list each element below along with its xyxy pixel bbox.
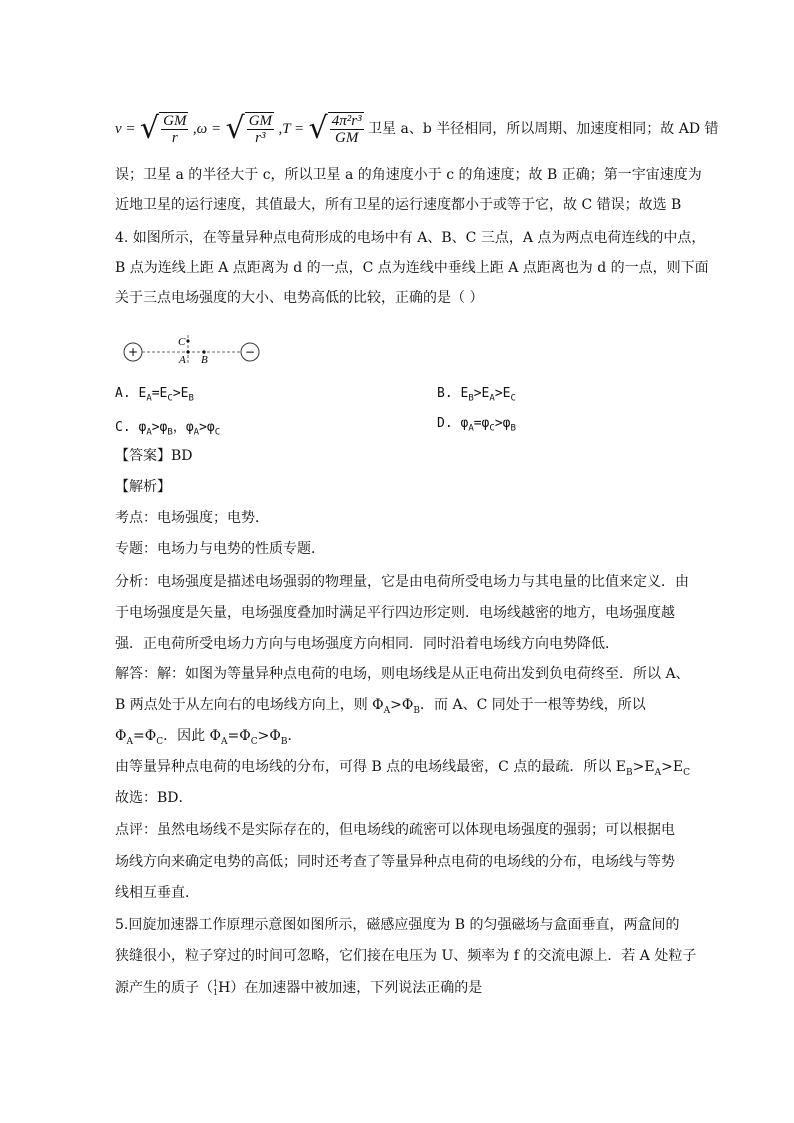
point-a: [186, 350, 189, 353]
text: >Φ: [257, 728, 281, 744]
analysis-point: 考点：电场强度；电势．: [115, 510, 269, 526]
sqrt-sign: √: [308, 111, 328, 146]
para1-line2: 近地卫星的运行速度，其值最大，所有卫星的运行速度都小于或等于它，故 C 错误；故选 B: [115, 197, 682, 213]
sub: A: [383, 705, 391, 716]
label-b: B: [201, 354, 208, 366]
t-lhs: ,T =: [278, 121, 305, 137]
text: >Φ: [390, 697, 414, 713]
option-d-text: D. φ: [437, 416, 469, 431]
solution-line: 解答：解：如图为等量异种点电荷的电场，则电场线是从正电荷出发到负电荷终至．所以 A、: [115, 666, 690, 682]
text: =Φ: [227, 728, 251, 744]
charge-diagram: [118, 335, 268, 379]
t-denominator: GM: [335, 130, 359, 146]
sub: A: [654, 767, 662, 778]
atomic-number: 1: [213, 988, 219, 997]
omega-lhs: ,ω =: [192, 121, 222, 137]
op: >φ: [151, 420, 168, 435]
v-numerator: GM: [163, 113, 187, 129]
text: =Φ: [132, 728, 157, 744]
text: 由等量异种点电荷的电场线的分布，可得 B 点的电场线最密，C 点的最疏．所以 E: [115, 759, 627, 775]
analysis-topic: 专题：电场力与电势的性质专题．: [115, 541, 325, 557]
text: B 两点处于从左向右的电场线方向上，则 Φ: [115, 697, 384, 713]
analysis-line: 于电场强度是矢量，电场强度叠加时满足平行四边形定则．电场线越密的地方，电场强度越: [115, 605, 675, 621]
sub: A: [126, 736, 133, 747]
solution-line-9: [115, 757, 690, 783]
sub: A: [146, 427, 152, 438]
op: >E: [473, 386, 490, 401]
text: >E: [632, 759, 655, 775]
label-a: A: [179, 354, 186, 366]
solution-line-7: [115, 695, 646, 721]
t-numerator: 4π²r³: [331, 113, 362, 129]
comment-line: 场线方向来确定电势的高低；同时还考查了等量异种点电荷的电场线的分布，电场线与等势: [115, 854, 675, 870]
sub: C: [510, 393, 516, 404]
op: =E: [151, 386, 168, 401]
q4-line2: B 点为连线上距 A 点距离为 d 的一点，C 点为连线中垂线上距 A 点距离也为 d 的一点，则下面: [115, 260, 709, 276]
label-c: C: [178, 336, 186, 348]
q5-line1: 5.回旋加速器工作原理示意图如图所示，磁感应强度为 B 的匀强磁场与盒面垂直，两盒间的: [115, 917, 680, 933]
op: >φ: [199, 420, 215, 435]
comment-line: 线相互垂直．: [115, 885, 199, 901]
text: ）在加速器中被加速，下列说法正确的是: [230, 980, 483, 996]
charge-diagram-svg: [118, 335, 268, 375]
text: ．而 A、C 同处于一根等势线，所以: [420, 697, 646, 713]
q4-line3: 关于三点电场强度的大小、电势高低的比较，正确的是（ ）: [115, 290, 484, 306]
text: Φ: [115, 728, 127, 744]
sub: C: [683, 767, 690, 778]
sub: C: [250, 736, 258, 747]
sub: B: [167, 427, 173, 438]
sub: C: [214, 427, 221, 438]
q4-line1: 4. 如图所示，在等量异种点电荷形成的电场中有 A、B、C 三点，A 点为两点电荷连线的中点，: [115, 230, 706, 246]
analysis-heading: 【解析】: [115, 479, 171, 495]
minus-sign: −: [244, 345, 256, 359]
para1-line1: 误；卫星 a 的半径大于 c，所以卫星 a 的角速度小于 c 的角速度；故 B 正确；第一宇宙速度为: [115, 167, 702, 183]
formula-tail: 卫星 a、b 半径相同，所以周期、加速度相同；故 AD 错: [368, 121, 719, 137]
option-b-text: B. E: [437, 386, 469, 401]
analysis-line: 分析：电场强度是描述电场强弱的物理量，它是由电荷所受电场力与其电量的比值来定义．由: [115, 574, 689, 590]
sub: A: [489, 393, 495, 404]
sqrt-sign: √: [139, 111, 160, 146]
q5-line2: 狭缝很小，粒子穿过的时间可忽略，它们接在电压为 U、频率为 f 的交流电源上．若 A 处粒子: [115, 948, 697, 964]
option-c[interactable]: [115, 416, 220, 438]
omega-numerator: GM: [248, 113, 273, 129]
option-b[interactable]: [437, 386, 516, 404]
sub: A: [468, 423, 474, 434]
sqrt-sign: √: [225, 111, 245, 146]
sub: B: [280, 736, 288, 747]
q5-line3: [115, 978, 482, 998]
plus-sign: +: [127, 345, 139, 359]
sub: B: [413, 705, 421, 716]
text: >E: [661, 759, 684, 775]
sub: B: [510, 423, 516, 434]
mass-number: 1: [213, 979, 219, 988]
v-sqrt: [159, 112, 188, 146]
op: ，φ: [172, 420, 194, 435]
sub: C: [167, 393, 173, 404]
text: ．因此 Φ: [163, 728, 222, 744]
v-lhs: v =: [115, 121, 136, 137]
option-a-text: A. E: [115, 386, 147, 401]
choose-line: 故选：BD．: [115, 790, 193, 806]
op: >E: [172, 386, 189, 401]
sub: A: [221, 736, 228, 747]
sub: C: [489, 423, 495, 434]
sub: B: [626, 767, 633, 778]
op: =φ: [473, 416, 490, 431]
t-sqrt: [328, 112, 364, 146]
option-c-text: C. φ: [115, 420, 147, 435]
sub: B: [188, 393, 194, 404]
solution-line-8: [115, 726, 301, 752]
sub: B: [468, 393, 474, 404]
text: 源产生的质子（: [115, 980, 213, 996]
comment-line: 点评：虽然电场线不是实际存在的，但电场线的疏密可以体现电场强度的强弱；可以根据电: [115, 822, 675, 838]
analysis-line: 强．正电荷所受电场力方向与电场强度方向相同．同时沿着电场线方向电势降低．: [115, 636, 619, 652]
omega-denominator: r³: [255, 130, 266, 146]
sub: A: [193, 427, 200, 438]
option-d[interactable]: [437, 416, 516, 434]
sub: A: [146, 393, 152, 404]
op: >E: [494, 386, 511, 401]
formula-line: [115, 112, 719, 152]
answer: 【答案】BD: [115, 448, 193, 464]
sub: C: [156, 736, 164, 747]
option-a[interactable]: [115, 386, 194, 404]
op: >φ: [494, 416, 511, 431]
v-denominator: r: [171, 130, 178, 146]
omega-sqrt: [245, 112, 274, 146]
text: ．: [287, 728, 302, 744]
point-c: [186, 339, 189, 342]
nuclide-symbol: H: [218, 980, 231, 996]
